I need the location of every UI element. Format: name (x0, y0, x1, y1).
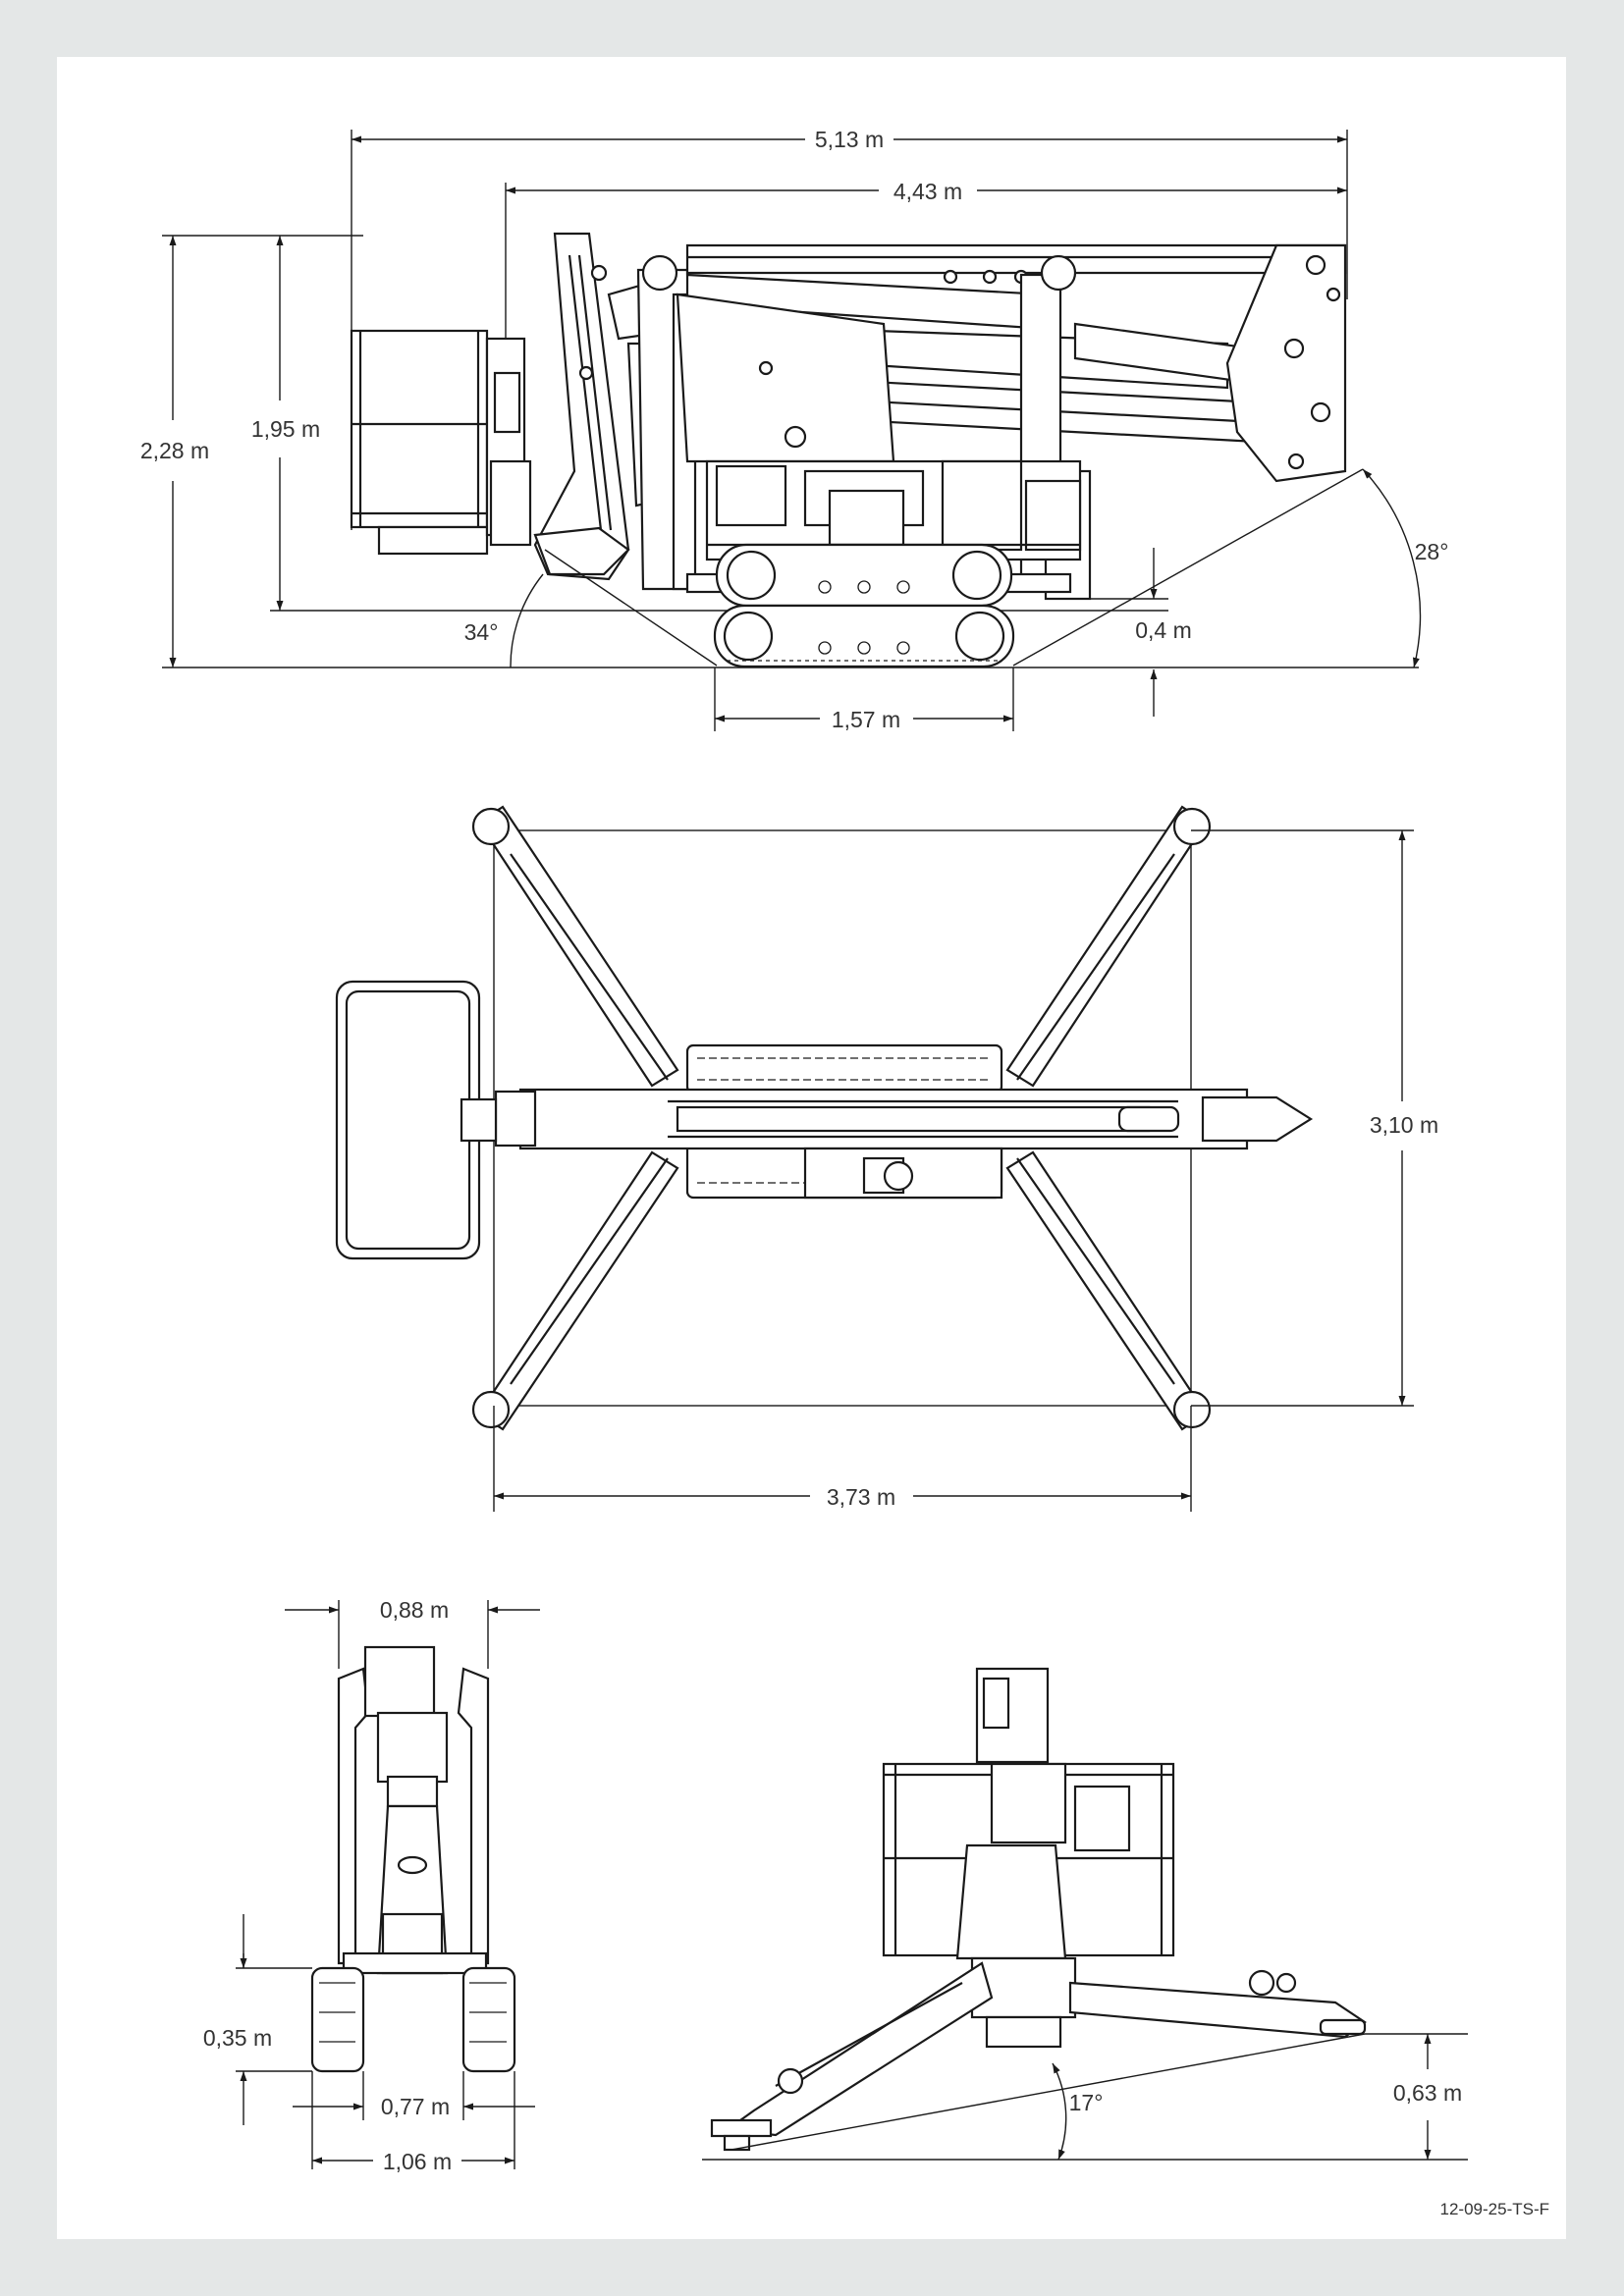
outrigger-length-label: 3,73 m (826, 1484, 896, 1510)
dimension-ground-clearance (1393, 2034, 1462, 2160)
side-track-upper (717, 545, 1011, 606)
dimension-track-inner-width (293, 2071, 535, 2120)
track-inner-width-label: 0,77 m (380, 2094, 451, 2119)
width-top-label: 0,88 m (379, 1597, 450, 1623)
rear-view (702, 1669, 1468, 2160)
front-body (339, 1647, 488, 1973)
front-angle-arc (1363, 469, 1420, 667)
top-view (337, 807, 1438, 1512)
side-view (140, 127, 1449, 732)
dimension-track-height (203, 1914, 312, 2125)
dimension-outrigger-length (494, 1406, 1191, 1512)
dimension-track-clearance (1080, 548, 1192, 717)
rear-angle-label: 34° (463, 619, 499, 645)
side-basket (352, 331, 530, 554)
document-code: 12-09-25-TS-F (1439, 2200, 1549, 2218)
track-clearance-label: 0,4 m (1135, 617, 1192, 643)
overall-length-label: 5,13 m (814, 127, 885, 152)
basket-height-label: 1,95 m (250, 416, 321, 442)
track-outer-width-label: 1,06 m (382, 2149, 453, 2174)
rear-angle-label: 17° (1068, 2090, 1104, 2115)
front-view (203, 1597, 540, 2174)
side-track-lower (715, 606, 1013, 667)
rear-angle-arc (1053, 2063, 1066, 2160)
side-front-plate (1227, 245, 1345, 481)
front-tracks (312, 1968, 514, 2071)
length-no-basket-label: 4,43 m (893, 179, 963, 204)
rear-outrigger-right (1070, 1971, 1365, 2037)
max-height-label: 2,28 m (139, 438, 210, 463)
top-basket (337, 982, 496, 1258)
dimension-track-length (715, 667, 1013, 732)
dimension-track-outer-width (312, 2071, 514, 2174)
top-boom (496, 1090, 1311, 1198)
rear-outrigger-left (712, 1963, 992, 2150)
ground-clearance-label: 0,63 m (1392, 2080, 1463, 2106)
track-height-label: 0,35 m (202, 2025, 273, 2051)
rear-angle-arc (511, 574, 543, 667)
track-length-label: 1,57 m (831, 707, 901, 732)
front-angle-label: 28° (1414, 539, 1449, 564)
dimension-max-height (140, 236, 363, 667)
outrigger-width-label: 3,10 m (1369, 1112, 1439, 1138)
